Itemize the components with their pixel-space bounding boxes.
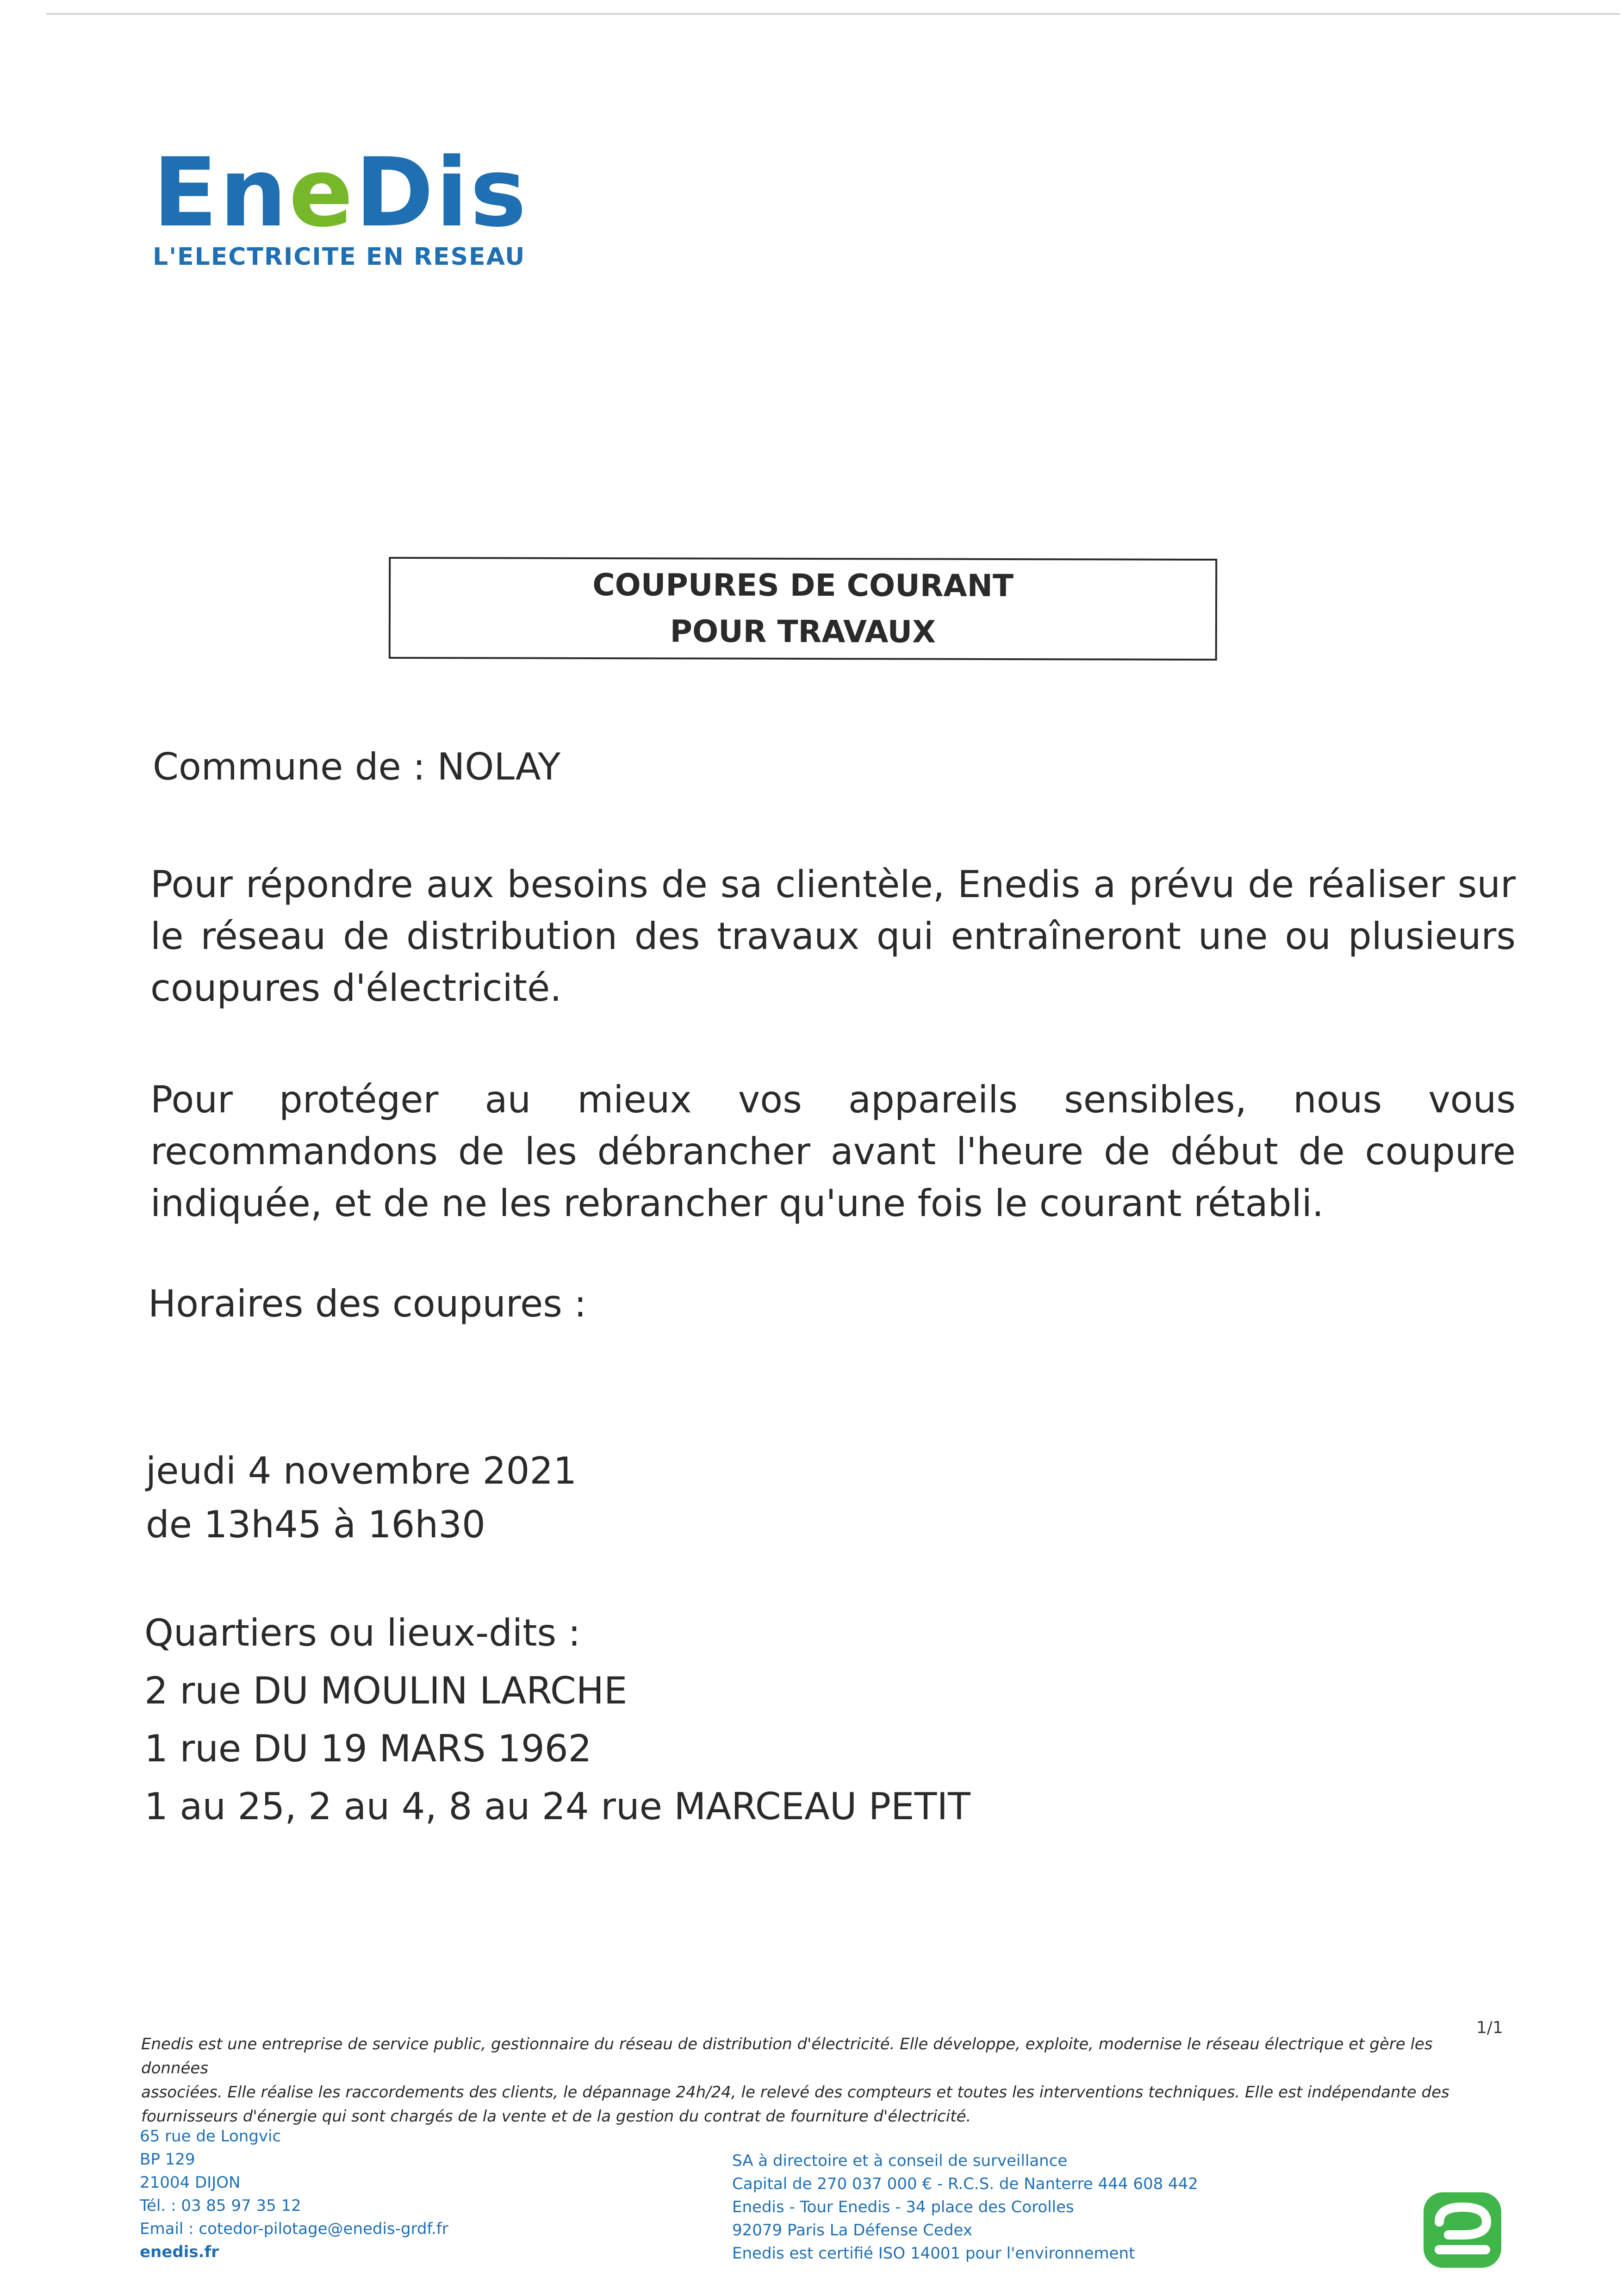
- legal-line: fournisseurs d'énergie qui sont chargés de la vente et de la gestion du contrat de fourniture d'électricité.: [141, 2107, 971, 2126]
- logo-wordmark: [153, 138, 529, 248]
- company-line: Capital de 270 037 000 € - R.C.S. de Nanterre 444 608 442: [732, 2175, 1198, 2193]
- schedule-time: de 13h45 à 16h30: [146, 1503, 485, 1546]
- legal-notice: [141, 2032, 1474, 2128]
- logo-word-left: En: [153, 138, 289, 248]
- legal-line: Enedis est une entreprise de service public, gestionnaire du réseau de distribution d'électricité. Elle développe, exploite, modernise le réseau électrique et gère les données: [141, 2035, 1433, 2078]
- website-link[interactable]: enedis.fr: [140, 2243, 219, 2261]
- horaires-label: Horaires des coupures :: [148, 1282, 587, 1325]
- company-line: Enedis - Tour Enedis - 34 place des Corolles: [732, 2198, 1074, 2216]
- address-city: 21004 DIJON: [140, 2173, 241, 2192]
- advice-paragraph: Pour protéger au mieux vos appareils sensibles, nous vous recommandons de les débrancher avant l'heure de début de coupure indiquée, et de ne les rebrancher qu'une fois le courant rétabli.: [150, 1078, 1516, 1225]
- address-street: 65 rue de Longvic: [140, 2127, 281, 2146]
- scan-edge-line: [46, 13, 1620, 15]
- lieux-item: 1 au 25, 2 au 4, 8 au 24 rue MARCEAU PETIT: [144, 1785, 970, 1828]
- title-line-1: COUPURES DE COURANT: [592, 567, 1014, 604]
- company-info: [732, 2149, 1198, 2265]
- address-email[interactable]: Email : cotedor-pilotage@enedis-grdf.fr: [140, 2220, 448, 2238]
- enedis-logo: [153, 138, 529, 271]
- title-line-2: POUR TRAVAUX: [670, 613, 936, 650]
- enedis-e-mark-icon: [1421, 2190, 1504, 2271]
- legal-line: associées. Elle réalise les raccordements des clients, le dépannage 24h/24, le relevé des compteurs et toutes les interventions techniques. Elle est indépendante des: [141, 2083, 1449, 2102]
- schedule-block: [146, 1444, 577, 1552]
- address-block: [140, 2125, 448, 2264]
- logo-word-right: Dis: [355, 138, 529, 248]
- lieux-label: Quartiers ou lieux-dits :: [144, 1611, 581, 1654]
- title-box: [389, 557, 1217, 661]
- address-bp: BP 129: [140, 2150, 195, 2169]
- address-tel: Tél. : 03 85 97 35 12: [140, 2196, 301, 2215]
- logo-word-mid: e: [288, 138, 355, 248]
- schedule-date: jeudi 4 novembre 2021: [146, 1449, 577, 1492]
- logo-tagline: L'ELECTRICITE EN RESEAU: [153, 243, 526, 271]
- company-line: 92079 Paris La Défense Cedex: [732, 2221, 972, 2240]
- lieux-item: 2 rue DU MOULIN LARCHE: [144, 1669, 628, 1712]
- intro-paragraph: Pour répondre aux besoins de sa clientèle, Enedis a prévu de réaliser sur le réseau de distribution des travaux qui entraîneront une ou plusieurs coupures d'électricité.: [150, 863, 1516, 1010]
- lieux-item: 1 rue DU 19 MARS 1962: [144, 1727, 592, 1770]
- page-number: 1/1: [1476, 2018, 1503, 2037]
- commune-label: Commune de : NOLAY: [153, 745, 561, 788]
- company-line: Enedis est certifié ISO 14001 pour l'environnement: [732, 2244, 1135, 2263]
- company-line: SA à directoire et à conseil de surveillance: [732, 2152, 1068, 2170]
- lieux-block: [144, 1604, 970, 1835]
